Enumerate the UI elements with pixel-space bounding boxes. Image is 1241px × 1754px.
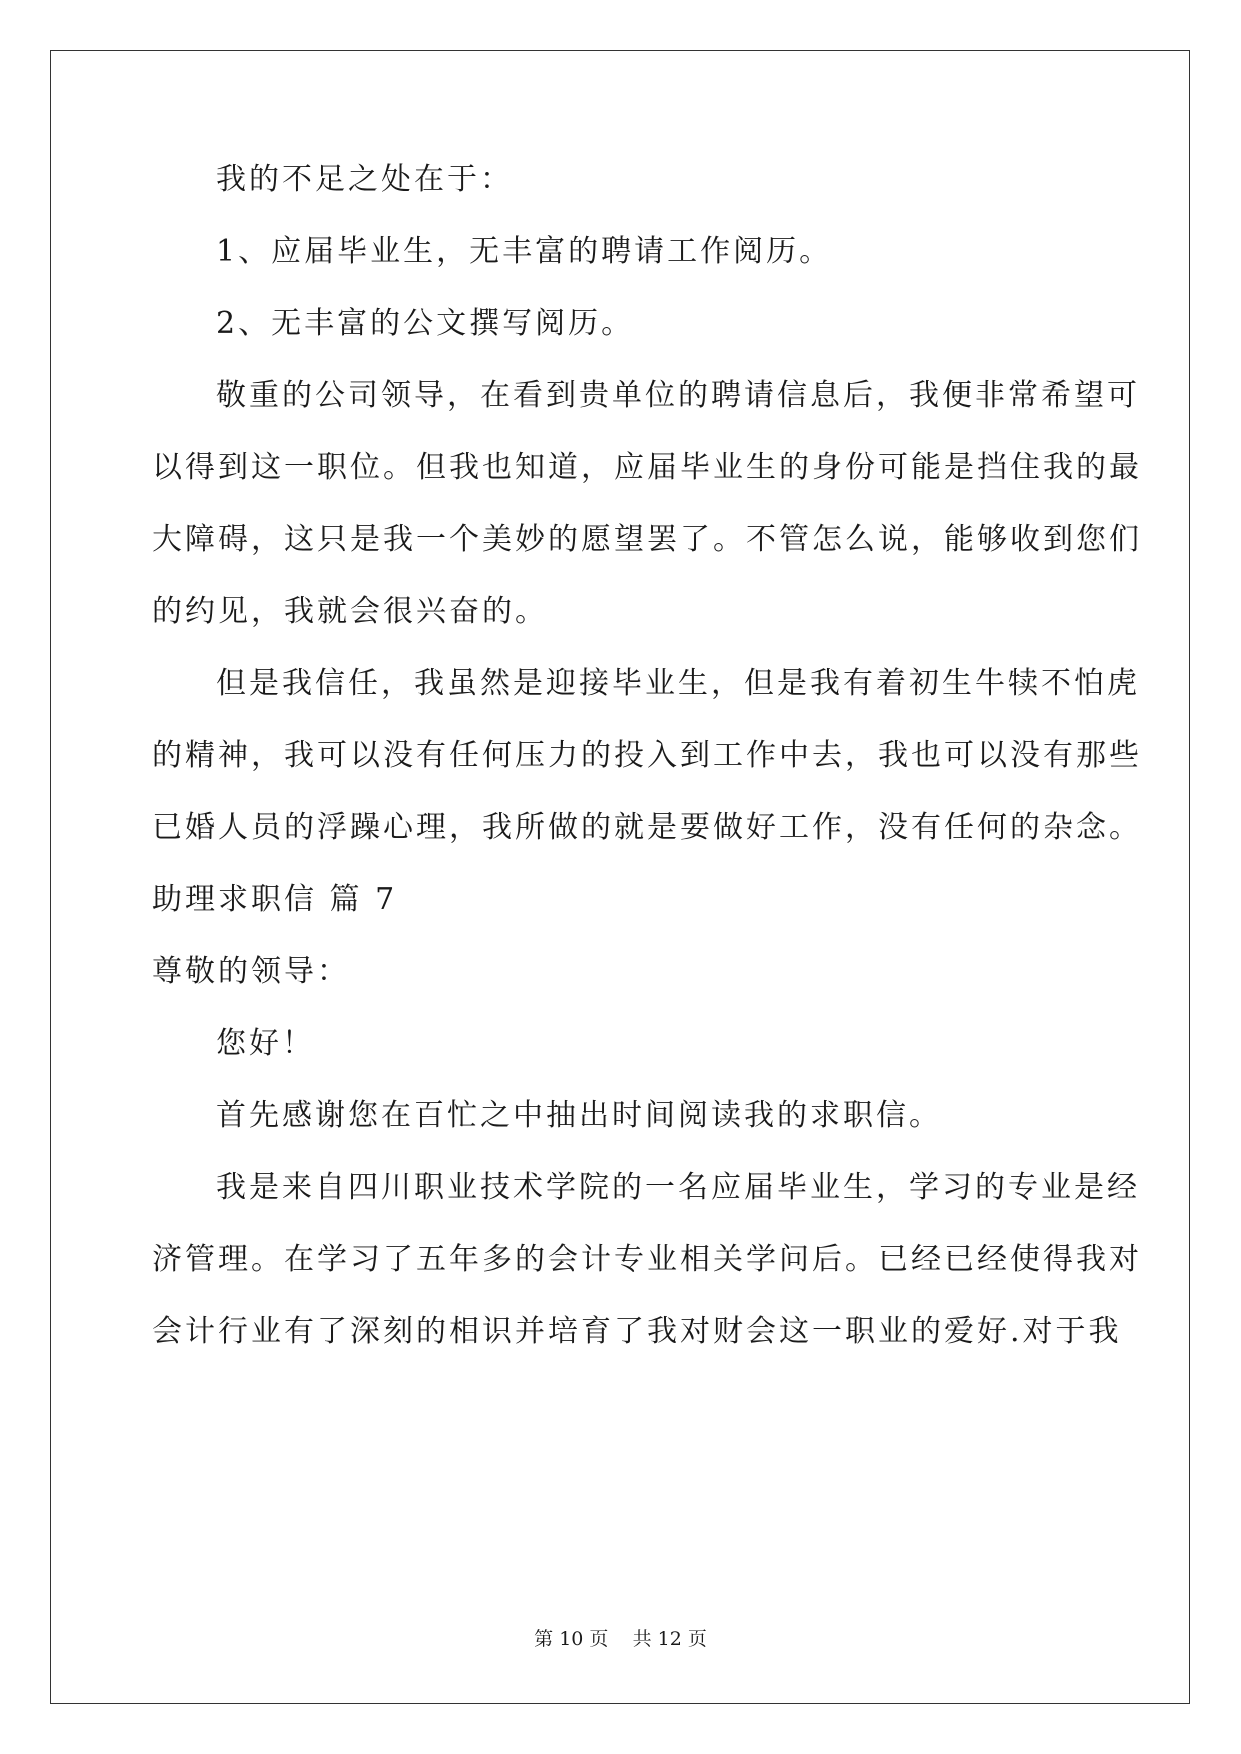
paragraph-line: 以得到这一职位。但我也知道，应届毕业生的身份可能是挡住我的最 (152, 450, 1142, 485)
paragraph-line: 济管理。在学习了五年多的会计专业相关学问后。已经已经使得我对 (152, 1242, 1142, 1277)
page-border (50, 50, 1190, 1704)
paragraph-line: 敬重的公司领导，在看到贵单位的聘请信息后，我便非常希望可 (216, 378, 1140, 413)
section-heading: 助理求职信 篇 7 (152, 882, 398, 917)
paragraph-line: 大障碍，这只是我一个美妙的愿望罢了。不管怎么说，能够收到您们 (152, 522, 1142, 557)
paragraph-line: 已婚人员的浮躁心理，我所做的就是要做好工作，没有任何的杂念。 (152, 810, 1142, 845)
paragraph-line: 的约见，我就会很兴奋的。 (152, 594, 548, 629)
paragraph-line: 会计行业有了深刻的相识并培育了我对财会这一职业的爱好.对于我 (152, 1314, 1122, 1349)
list-item: 1、应届毕业生，无丰富的聘请工作阅历。 (216, 234, 833, 269)
salutation: 尊敬的领导： (152, 954, 350, 989)
greeting: 您好！ (216, 1026, 315, 1061)
page-number-footer: 第 10 页 共 12 页 (534, 1628, 707, 1650)
paragraph-line: 但是我信任，我虽然是迎接毕业生，但是我有着初生牛犊不怕虎 (216, 666, 1140, 701)
paragraph-line: 我的不足之处在于： (216, 162, 513, 197)
paragraph-line: 首先感谢您在百忙之中抽出时间阅读我的求职信。 (216, 1098, 942, 1133)
list-item: 2、无丰富的公文撰写阅历。 (216, 306, 635, 341)
paragraph-line: 的精神，我可以没有任何压力的投入到工作中去，我也可以没有那些 (152, 738, 1142, 773)
paragraph-line: 我是来自四川职业技术学院的一名应届毕业生，学习的专业是经 (216, 1170, 1140, 1205)
